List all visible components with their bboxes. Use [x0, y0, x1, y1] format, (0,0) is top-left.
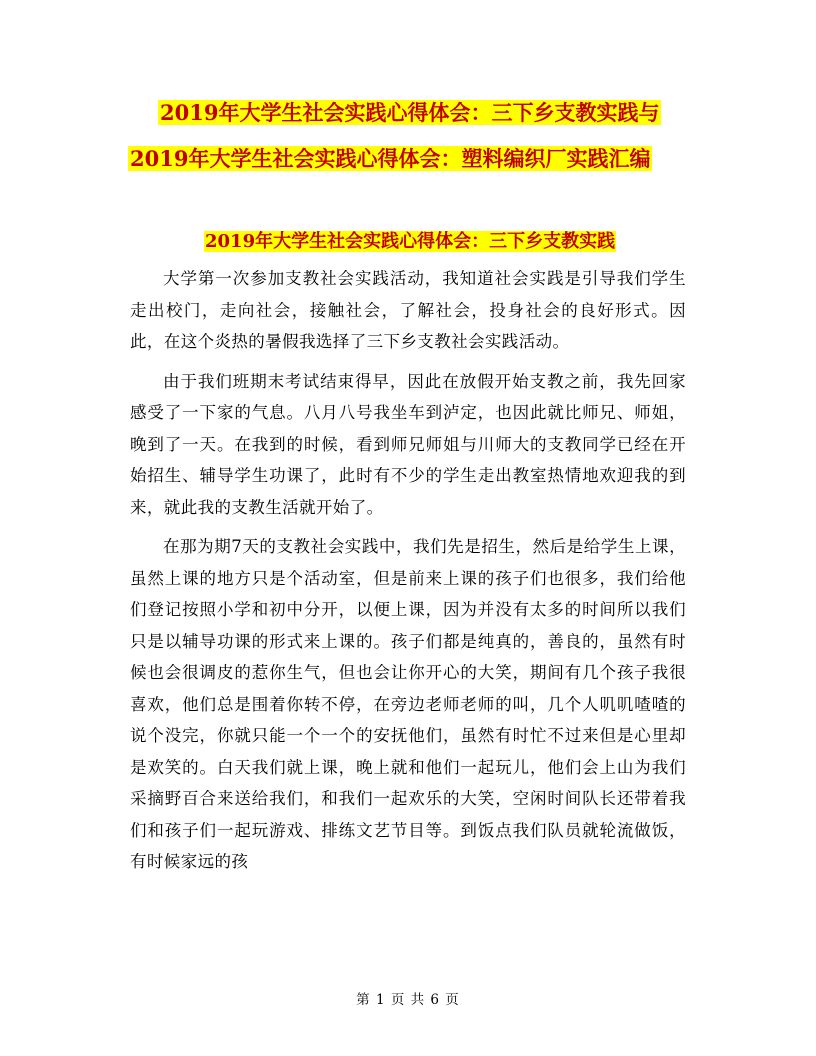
paragraph: 由于我们班期末考试结束得早，因此在放假开始支教之前，我先回家感受了一下家的气息。八月八号我坐车到泸定，也因此就比师兄、师姐，晚到了一天。在我到的时候，看到师兄师姐与川师大的支教同学已经在开始招生、辅导学生功课了，此时有不少的学生走出教室热情地欢迎我的到来，就此我的支教生活就开始了。 [130, 371, 686, 517]
page-footer: 第 1 页 共 6 页 [356, 992, 460, 1008]
title-line-1-text: 2019年大学生社会实践心得体会：三下乡支教实践与 [160, 100, 660, 125]
section-heading-text: 2019年大学生社会实践心得体会：三下乡支教实践 [205, 231, 616, 252]
document-title-line-2 [128, 142, 652, 176]
document-title-line-1 [158, 96, 661, 130]
paragraph: 大学第一次参加支教社会实践活动，我知道社会实践是引导我们学生走出校门，走向社会，接触社会，了解社会，投身社会的良好形式。因此，在这个炎热的暑假我选择了三下乡支教社会实践活动。 [130, 269, 686, 351]
paragraph: 在那为期7天的支教社会实践中，我们先是招生，然后是给学生上课，虽然上课的地方只是个活动室，但是前来上课的孩子们也很多，我们给他们登记按照小学和初中分开，以便上课，因为并没有太多的时间所以我们只是以辅导功课的形式来上课的。孩子们都是纯真的，善良的，虽然有时候也会很调皮的惹你生气，但也会让你开心的大笑，期间有几个孩子我很喜欢，他们总是围着你转不停，在旁边老师老师的叫，几个人叽叽喳喳的说个没完，你就只能一个一个的安抚他们，虽然有时忙不过来但是心里却是欢笑的。白天我们就上课，晚上就和他们一起玩儿，他们会上山为我们采摘野百合来送给我们，和我们一起欢乐的大笑，空闲时间队长还带着我们和孩子们一起玩游戏、排练文艺节目等。到饭点我们队员就轮流做饭，有时候家远的孩 [130, 537, 686, 871]
body-text [130, 263, 686, 878]
section-heading [204, 228, 616, 256]
title-line-2-text: 2019年大学生社会实践心得体会：塑料编织厂实践汇编 [130, 146, 651, 171]
